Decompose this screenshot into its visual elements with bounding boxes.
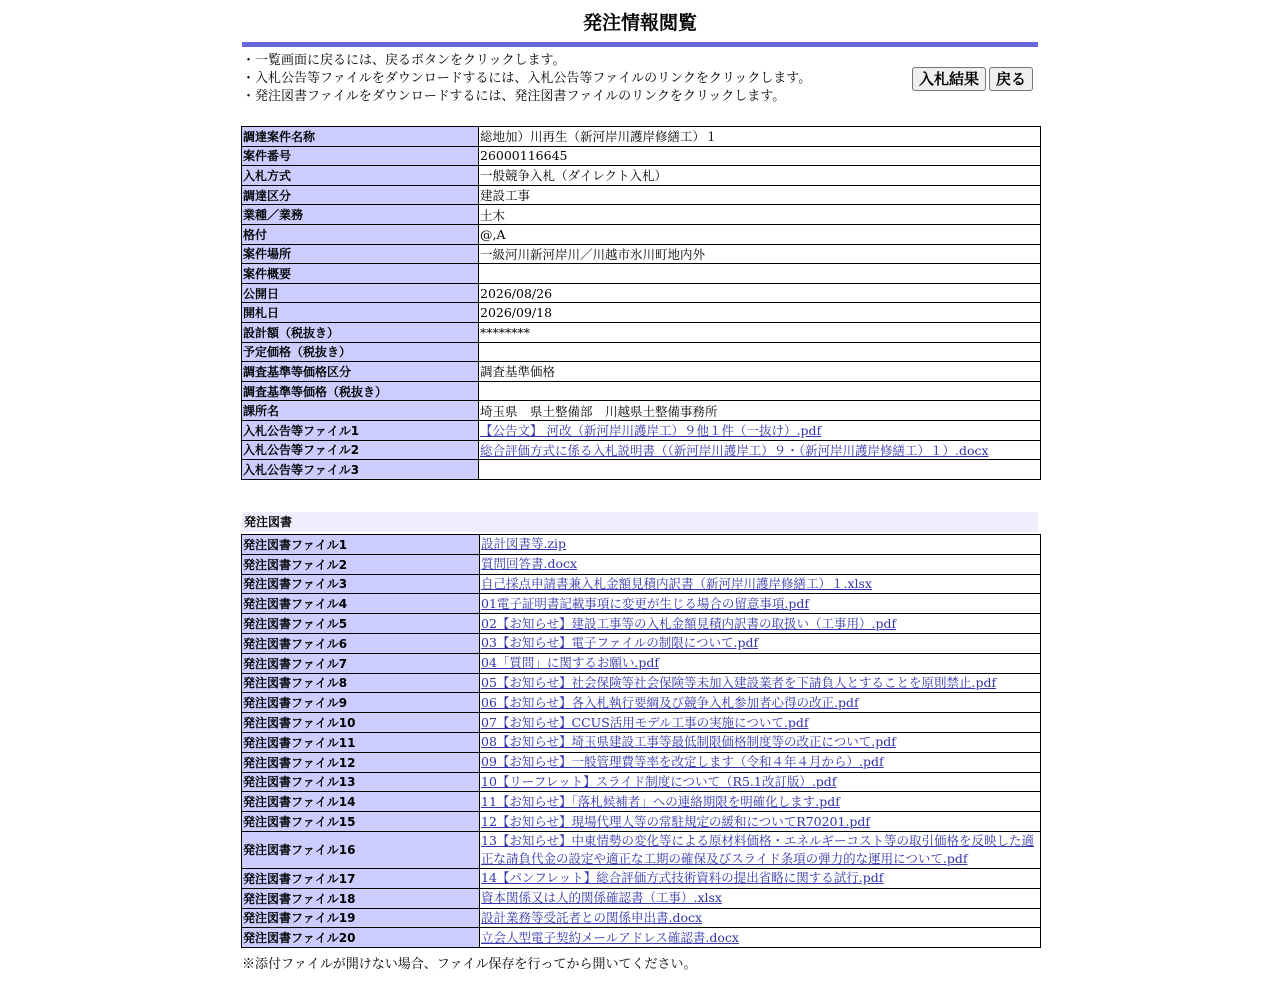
file-download-link[interactable]: 09【お知らせ】一般管理費等率を改定します（令和４年４月から）.pdf <box>481 754 884 770</box>
field-label: 調達案件名称 <box>242 127 479 147</box>
drawing-file-row <box>242 653 1041 673</box>
drawing-file-row <box>242 812 1041 832</box>
field-label: 発注図書ファイル10 <box>242 713 480 733</box>
file-download-link[interactable]: 11【お知らせ】「落札候補者」への連絡期限を明確化します.pdf <box>481 793 840 809</box>
field-label: 公開日 <box>242 283 479 303</box>
drawing-file-row <box>242 535 1041 555</box>
field-label: 業種／業務 <box>242 205 479 225</box>
case-info-row <box>242 127 1041 147</box>
file-link-cell <box>480 693 1041 713</box>
file-link-cell <box>480 772 1041 792</box>
file-download-link[interactable]: 総合評価方式に係る入札説明書（（新河岸川護岸工）９・（新河岸川護岸修繕工）１）.docx <box>480 442 989 458</box>
field-label: 入札公告等ファイル3 <box>242 460 479 480</box>
file-download-link[interactable]: 10【リーフレット】スライド制度について（R5.1改訂版）.pdf <box>481 773 837 789</box>
field-label: 発注図書ファイル2 <box>242 554 480 574</box>
bid-result-button[interactable]: 入札結果 <box>912 67 986 91</box>
drawing-file-row <box>242 574 1041 594</box>
field-label: 発注図書ファイル20 <box>242 928 480 948</box>
field-value <box>479 381 1041 401</box>
file-download-link[interactable]: 【公告文】 河改（新河岸川護岸工）９他１件（一抜け）.pdf <box>480 423 822 439</box>
file-link-cell <box>480 673 1041 693</box>
field-value: 総地加）川再生（新河岸川護岸修繕工）１ <box>479 127 1041 147</box>
field-value: 埼玉県 県土整備部 川越県土整備事務所 <box>479 401 1041 421</box>
field-label: 調査基準等価格（税抜き） <box>242 381 479 401</box>
file-link-cell <box>480 713 1041 733</box>
instruction-line: ・入札公告等ファイルをダウンロードするには、入札公告等ファイルのリンクをクリックします。 <box>242 71 812 86</box>
field-value <box>479 342 1041 362</box>
drawing-file-row <box>242 633 1041 653</box>
file-link-cell <box>480 653 1041 673</box>
field-label: 発注図書ファイル6 <box>242 633 480 653</box>
field-value: 一般競争入札（ダイレクト入札） <box>479 166 1041 186</box>
field-label: 案件番号 <box>242 146 479 166</box>
case-info-row <box>242 401 1041 421</box>
case-info-row <box>242 381 1041 401</box>
file-link-cell <box>479 420 1041 440</box>
file-link-cell <box>479 440 1041 460</box>
field-label: 調査基準等価格区分 <box>242 362 479 382</box>
title-divider <box>242 42 1038 47</box>
case-info-row <box>242 342 1041 362</box>
field-label: 入札公告等ファイル2 <box>242 440 479 460</box>
field-value: 2026/08/26 <box>479 283 1041 303</box>
drawing-file-row <box>242 908 1041 928</box>
field-label: 発注図書ファイル13 <box>242 772 480 792</box>
file-download-link[interactable]: 自己採点申請書兼入札金額見積内訳書（新河岸川護岸修繕工）１.xlsx <box>481 575 872 591</box>
field-label: 発注図書ファイル4 <box>242 594 480 614</box>
file-link-cell <box>480 831 1041 868</box>
instructions <box>242 52 892 106</box>
case-info-row <box>242 264 1041 284</box>
drawing-file-row <box>242 693 1041 713</box>
file-link-cell <box>480 535 1041 555</box>
file-link-cell <box>480 594 1041 614</box>
field-label: 発注図書ファイル8 <box>242 673 480 693</box>
field-label: 入札公告等ファイル1 <box>242 420 479 440</box>
field-value: 26000116645 <box>479 146 1041 166</box>
field-label: 課所名 <box>242 401 479 421</box>
file-download-link[interactable]: 06【お知らせ】各入札執行要綱及び競争入札参加者心得の改正.pdf <box>481 694 859 710</box>
case-info-table <box>241 126 1041 480</box>
drawing-file-row <box>242 554 1041 574</box>
field-label: 発注図書ファイル18 <box>242 888 480 908</box>
page-title: 発注情報閲覧 <box>582 12 697 34</box>
case-info-row <box>242 166 1041 186</box>
case-info-row <box>242 460 1041 480</box>
drawing-file-row <box>242 772 1041 792</box>
file-download-link[interactable]: 08【お知らせ】埼玉県建設工事等最低制限価格制度等の改正について.pdf <box>481 734 896 750</box>
field-label: 発注図書ファイル19 <box>242 908 480 928</box>
field-label: 発注図書ファイル1 <box>242 535 480 555</box>
file-download-link[interactable]: 13【お知らせ】中東情勢の変化等による原材料価格・エネルギーコスト等の取引価格を反映した適正な請負代金の設定や適正な工期の確保及びスライド条項の弾力的な運用について.pdf <box>481 832 1035 866</box>
field-value: ******** <box>479 322 1041 342</box>
field-value <box>479 460 1041 480</box>
field-value: 土木 <box>479 205 1041 225</box>
field-value: 調査基準価格 <box>479 362 1041 382</box>
file-link-cell <box>480 792 1041 812</box>
field-label: 開札日 <box>242 303 479 323</box>
field-value <box>479 264 1041 284</box>
drawing-file-row <box>242 831 1041 868</box>
field-label: 発注図書ファイル17 <box>242 868 480 888</box>
drawing-file-row <box>242 792 1041 812</box>
case-info-row <box>242 205 1041 225</box>
file-link-cell <box>480 908 1041 928</box>
drawing-file-row <box>242 888 1041 908</box>
field-label: 案件場所 <box>242 244 479 264</box>
field-value: @,A <box>479 224 1041 244</box>
field-label: 発注図書ファイル14 <box>242 792 480 812</box>
field-label: 予定価格（税抜き） <box>242 342 479 362</box>
field-label: 案件概要 <box>242 264 479 284</box>
field-label: 発注図書ファイル3 <box>242 574 480 594</box>
case-info-row <box>242 283 1041 303</box>
file-download-link[interactable]: 02【お知らせ】建設工事等の入札金額見積内訳書の取扱い（工事用）.pdf <box>481 615 897 631</box>
field-label: 発注図書ファイル11 <box>242 732 480 752</box>
file-link-cell <box>480 633 1041 653</box>
case-info-row <box>242 146 1041 166</box>
instruction-line: ・一覧画面に戻るには、戻るボタンをクリックします。 <box>242 53 566 68</box>
file-download-link[interactable]: 立会人型電子契約メールアドレス確認書.docx <box>481 929 739 945</box>
file-link-cell <box>480 888 1041 908</box>
file-link-cell <box>480 732 1041 752</box>
file-download-link[interactable]: 設計業務等受託者との関係申出書.docx <box>481 909 703 925</box>
field-label: 発注図書ファイル12 <box>242 752 480 772</box>
field-label: 格付 <box>242 224 479 244</box>
field-value: 2026/09/18 <box>479 303 1041 323</box>
field-value: 一級河川新河岸川／川越市氷川町地内外 <box>479 244 1041 264</box>
field-label: 発注図書ファイル5 <box>242 614 480 634</box>
field-value: 建設工事 <box>479 185 1041 205</box>
file-download-link[interactable]: 資本関係又は人的関係確認書（工事）.xlsx <box>481 890 722 906</box>
file-link-cell <box>480 928 1041 948</box>
file-download-link[interactable]: 14【パンフレット】総合評価方式技術資料の提出省略に関する試行.pdf <box>481 870 884 886</box>
case-info-row <box>242 440 1041 460</box>
field-label: 入札方式 <box>242 166 479 186</box>
file-download-link[interactable]: 設計図書等.zip <box>481 536 567 552</box>
file-download-link[interactable]: 04「質問」に関するお願い.pdf <box>481 655 660 671</box>
back-button[interactable]: 戻る <box>989 67 1033 91</box>
drawing-file-row <box>242 614 1041 634</box>
case-info-row <box>242 303 1041 323</box>
drawing-file-row <box>242 928 1041 948</box>
field-label: 発注図書ファイル15 <box>242 812 480 832</box>
file-link-cell <box>480 614 1041 634</box>
file-download-link[interactable]: 12【お知らせ】現場代理人等の常駐規定の緩和についてR70201.pdf <box>481 813 871 829</box>
case-info-row <box>242 362 1041 382</box>
instruction-line: ・発注図書ファイルをダウンロードするには、発注図書ファイルのリンクをクリックします。 <box>242 89 786 104</box>
file-download-link[interactable]: 03【お知らせ】電子ファイルの制限について.pdf <box>481 635 759 651</box>
case-info-row <box>242 244 1041 264</box>
file-link-cell <box>480 868 1041 888</box>
drawing-file-row <box>242 713 1041 733</box>
drawing-file-row <box>242 673 1041 693</box>
field-label: 発注図書ファイル9 <box>242 693 480 713</box>
action-buttons <box>912 67 1033 91</box>
file-download-link[interactable]: 05【お知らせ】社会保険等社会保険等未加入建設業者を下請負人とすることを原則禁止.pdf <box>481 674 997 690</box>
footer-note: ※添付ファイルが開けない場合、ファイル保存を行ってから開いてください。 <box>242 957 697 972</box>
file-download-link[interactable]: 質問回答書.docx <box>481 556 578 572</box>
file-link-cell <box>480 812 1041 832</box>
field-label: 発注図書ファイル7 <box>242 653 480 673</box>
file-link-cell <box>480 554 1041 574</box>
drawing-file-row <box>242 752 1041 772</box>
file-download-link[interactable]: 01電子証明書記載事項に変更が生じる場合の留意事項.pdf <box>481 595 810 611</box>
case-info-row <box>242 420 1041 440</box>
drawing-file-row <box>242 594 1041 614</box>
case-info-row <box>242 185 1041 205</box>
drawings-section-title: 発注図書 <box>242 512 1038 532</box>
drawing-file-row <box>242 732 1041 752</box>
field-label: 調達区分 <box>242 185 479 205</box>
file-link-cell <box>480 574 1041 594</box>
field-label: 発注図書ファイル16 <box>242 831 480 868</box>
case-info-row <box>242 224 1041 244</box>
case-info-row <box>242 322 1041 342</box>
field-label: 設計額（税抜き） <box>242 322 479 342</box>
file-download-link[interactable]: 07【お知らせ】CCUS活用モデル工事の実施について.pdf <box>481 714 809 730</box>
drawing-file-row <box>242 868 1041 888</box>
file-link-cell <box>480 752 1041 772</box>
drawings-table <box>241 534 1041 948</box>
